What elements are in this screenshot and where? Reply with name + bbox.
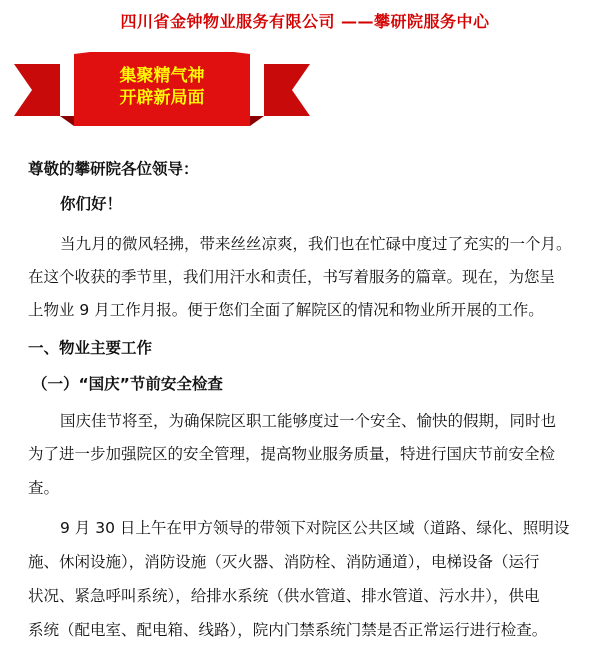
salutation: 尊敬的攀研院各位领导： — [28, 160, 199, 178]
banner-line-1: 集聚精气神 — [119, 66, 205, 86]
banner-line-2: 开辟新局面 — [119, 88, 205, 108]
subsection-1-title: （一）“国庆”节前安全检查 — [32, 375, 223, 393]
greeting: 你们好！ — [60, 195, 123, 213]
para-1-line-3: 查。 — [28, 479, 60, 497]
ribbon-right-fold — [250, 116, 264, 126]
ribbon-left-fold — [60, 116, 74, 126]
section-1-title: 一、物业主要工作 — [28, 339, 153, 357]
ribbon-top-edge — [74, 52, 250, 54]
para-2-line-2: 施、休闲设施），消防设施（灭火器、消防栓、消防通道），电梯设备（运行 — [28, 553, 540, 571]
para-1-line-2: 为了进一步加强院区的安全管理，提高物业服务质量，特进行国庆节前安全检 — [28, 445, 556, 463]
para-1-line-1: 国庆佳节将至，为确保院区职工能够度过一个安全、愉快的假期，同时也 — [60, 412, 557, 430]
intro-line-3: 上物业 9 月工作月报。便于您们全面了解院区的情况和物业所开展的工作。 — [28, 301, 544, 319]
para-2-line-3: 状况、紧急呼叫系统），给排水系统（供水管道、排水管道、污水井），供电 — [28, 587, 540, 605]
slogan-banner — [14, 52, 310, 132]
intro-line-1: 当九月的微风轻拂，带来丝丝凉爽，我们也在忙碌中度过了充实的一个月。 — [60, 235, 572, 253]
company-header: 四川省金钟物业服务有限公司 ——攀研院服务中心 — [120, 12, 490, 31]
para-2-line-4: 系统（配电室、配电箱、线路），院内门禁系统门禁是否正常运行进行检查。 — [28, 621, 548, 639]
para-2-line-1: 9 月 30 日上午在甲方领导的带领下对院区公共区域（道路、绿化、照明设 — [60, 519, 570, 537]
intro-line-2: 在这个收获的季节里，我们用汗水和责任，书写着服务的篇章。现在，为您呈 — [28, 268, 556, 286]
